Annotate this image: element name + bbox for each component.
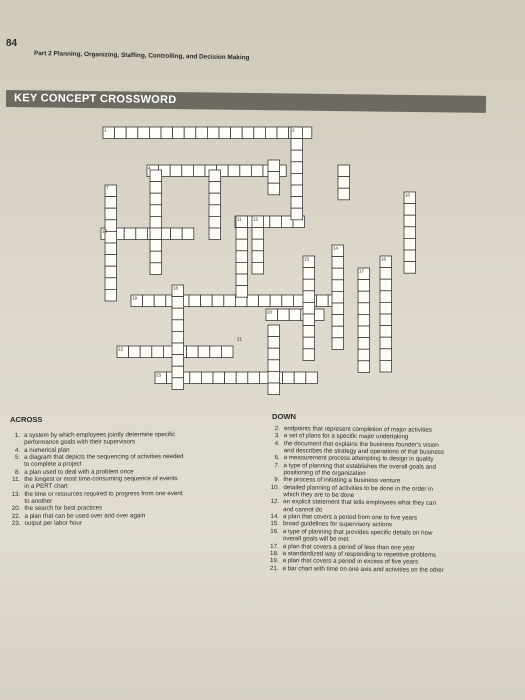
grid-cell[interactable]: [252, 262, 264, 274]
clue-number: 13.: [11, 490, 21, 498]
grid-clue-number: 17: [359, 268, 365, 274]
grid-cell[interactable]: [172, 320, 184, 332]
grid-cell[interactable]: [291, 139, 303, 151]
across-clue: [8, 519, 183, 527]
grid-cell[interactable]: [380, 326, 392, 338]
grid-cell[interactable]: [228, 165, 240, 177]
grid-cell[interactable]: [193, 165, 205, 177]
clue-number: 4.: [274, 439, 280, 447]
grid-cell[interactable]: [212, 295, 224, 307]
grid-cell[interactable]: [150, 170, 162, 182]
clue-text: a plan that covers a period of less than one year: [282, 542, 415, 552]
grid-cell[interactable]: [126, 127, 138, 139]
grid-cell[interactable]: [380, 268, 392, 280]
grid-cell[interactable]: [317, 295, 329, 307]
grid-cell[interactable]: [190, 372, 202, 384]
grid-cell[interactable]: [201, 295, 213, 307]
clue-number: 7.: [274, 461, 280, 469]
grid-cell[interactable]: [380, 337, 392, 349]
grid-cell[interactable]: [207, 127, 219, 139]
grid-cell[interactable]: [254, 127, 266, 139]
grid-cell[interactable]: [150, 228, 162, 240]
grid-cell[interactable]: [380, 302, 392, 314]
across-clue: [8, 453, 183, 461]
grid-cell[interactable]: [152, 346, 164, 358]
grid-cell[interactable]: [140, 346, 152, 358]
grid-cell[interactable]: [251, 165, 263, 177]
clue-text: detailed planning of activities to be done in the order in: [283, 483, 434, 493]
grid-cell[interactable]: [242, 127, 254, 139]
grid-cell[interactable]: [252, 251, 264, 263]
grid-cell[interactable]: [358, 349, 370, 361]
grid-cell[interactable]: [358, 361, 370, 373]
grid-cell[interactable]: [404, 250, 416, 262]
grid-cell[interactable]: [236, 286, 248, 298]
grid-cell[interactable]: [171, 228, 183, 240]
down-clue-list: [266, 425, 445, 574]
grid-cell[interactable]: [124, 228, 136, 240]
clue-number: 8.: [15, 468, 21, 476]
clue-continuation: to complete a project: [24, 460, 82, 469]
grid-cell[interactable]: [150, 251, 162, 263]
grid-cell[interactable]: [129, 346, 141, 358]
grid-cell[interactable]: [303, 302, 315, 314]
clue-text: a type of planning that provides specific details on how: [282, 527, 433, 537]
grid-cell[interactable]: [404, 262, 416, 274]
clue-text: a plan that covers a period from one to five years: [283, 513, 418, 522]
grid-cell[interactable]: [268, 383, 280, 395]
grid-cell[interactable]: [236, 372, 248, 384]
grid-cell[interactable]: [291, 173, 303, 185]
clue-number: 6.: [274, 454, 280, 462]
grid-cell[interactable]: [248, 372, 260, 384]
grid-cell[interactable]: [210, 346, 222, 358]
grid-cell[interactable]: [213, 372, 225, 384]
grid-cell[interactable]: [136, 228, 148, 240]
grid-cell[interactable]: [189, 295, 201, 307]
grid-cell[interactable]: [209, 216, 221, 228]
clue-text: the search for best practices: [24, 504, 103, 513]
grid-cell[interactable]: [358, 314, 370, 326]
grid-cell[interactable]: [294, 372, 306, 384]
grid-cell[interactable]: [105, 197, 117, 209]
clue-number: 20.: [11, 505, 21, 513]
grid-cell[interactable]: [303, 291, 315, 303]
grid-cell[interactable]: [209, 193, 221, 205]
grid-cell[interactable]: [105, 289, 117, 301]
grid-cell[interactable]: [278, 309, 290, 321]
grid-clue-number: 7: [106, 185, 109, 191]
grid-cell[interactable]: [291, 197, 303, 209]
clue-number: 1.: [14, 431, 21, 439]
clue-text: the process of initiating a business venture: [283, 476, 401, 485]
grid-cell[interactable]: [268, 360, 280, 372]
grid-cell[interactable]: [209, 170, 221, 182]
clue-text: a numerical plan: [24, 446, 70, 454]
clue-text: the time or resources required to progress from one event: [24, 489, 183, 498]
grid-cell[interactable]: [224, 295, 236, 307]
clue-continuation: to another: [24, 497, 53, 506]
grid-cell[interactable]: [196, 127, 208, 139]
grid-cell[interactable]: [358, 326, 370, 338]
grid-cell[interactable]: [268, 371, 280, 383]
grid-cell[interactable]: [303, 326, 315, 338]
grid-cell[interactable]: [380, 314, 392, 326]
grid-cell[interactable]: [270, 216, 282, 228]
grid-cell[interactable]: [338, 188, 350, 200]
grid-clue-number: 2: [292, 127, 295, 133]
grid-cell[interactable]: [332, 338, 344, 350]
clue-number: 14.: [270, 513, 280, 521]
clue-text: output per labor hour: [24, 519, 82, 528]
clue-number: 10.: [270, 483, 280, 491]
chapter-title: Part 2 Planning, Organizing, Staffing, Controlling, and Decision Making: [33, 50, 250, 62]
grid-clue-number: 10: [405, 192, 411, 198]
clue-number: 9.: [274, 476, 280, 484]
clue-text: a plan used to deal with a problem once: [24, 468, 134, 476]
grid-cell[interactable]: [332, 280, 344, 292]
grid-cell[interactable]: [105, 266, 117, 278]
grid-cell[interactable]: [268, 348, 280, 360]
grid-clue-number: 20: [267, 309, 273, 315]
grid-cell[interactable]: [303, 268, 315, 280]
grid-cell[interactable]: [303, 349, 315, 361]
grid-cell[interactable]: [115, 127, 127, 139]
clue-text: a measurement process attempting to design in quality: [283, 454, 434, 464]
grid-cell[interactable]: [252, 239, 264, 251]
grid-cell[interactable]: [150, 263, 162, 275]
clue-text: endpoints that represent completion of major activities: [283, 425, 432, 434]
clue-number: 22.: [11, 512, 21, 520]
clue-text: a set of plans for a specific major undertaking: [283, 432, 409, 441]
grid-cell[interactable]: [332, 303, 344, 315]
grid-cell[interactable]: [404, 227, 416, 239]
grid-clue-number: 22: [118, 346, 124, 352]
grid-cell[interactable]: [303, 314, 315, 326]
across-clue-list: [8, 431, 184, 527]
clue-continuation: and cannot do: [283, 505, 323, 514]
grid-cell[interactable]: [338, 177, 350, 189]
clue-text: a type of planning that establishes the overall goals and: [283, 461, 436, 471]
grid-cell[interactable]: [236, 262, 248, 274]
grid-cell[interactable]: [240, 165, 252, 177]
grid-cell[interactable]: [150, 205, 162, 217]
grid-cell[interactable]: [231, 127, 243, 139]
clue-continuation: and describes the strategy and operations of that business: [283, 447, 445, 456]
grid-cell[interactable]: [236, 228, 248, 240]
clue-number: 21.: [269, 564, 279, 572]
grid-clue-number: 1: [104, 127, 107, 133]
clue-number: 5.: [14, 453, 21, 461]
grid-cell[interactable]: [219, 127, 231, 139]
grid-cell[interactable]: [332, 291, 344, 303]
clue-continuation: overall goals will be met: [282, 535, 349, 544]
grid-cell[interactable]: [138, 127, 150, 139]
grid-cell[interactable]: [172, 355, 184, 367]
grid-clue-number: 21: [237, 336, 243, 342]
grid-cell[interactable]: [283, 372, 295, 384]
grid-cell[interactable]: [172, 297, 184, 309]
across-heading: ACROSS: [10, 415, 43, 424]
grid-cell[interactable]: [170, 165, 182, 177]
clue-text: a plan that can be used over and over again: [24, 512, 146, 520]
clue-number: 18.: [270, 549, 279, 557]
clue-text: a plan that covers a period in excess of five years: [282, 557, 419, 566]
grid-cell[interactable]: [404, 215, 416, 227]
grid-cell[interactable]: [358, 303, 370, 315]
clue-text: the longest or most time-consuming sequence of events: [24, 475, 178, 483]
grid-cell[interactable]: [209, 182, 221, 194]
grid-cell[interactable]: [172, 308, 184, 320]
across-clue: [8, 431, 183, 439]
grid-cell[interactable]: [172, 366, 184, 378]
grid-cell[interactable]: [268, 337, 280, 349]
grid-cell[interactable]: [303, 337, 315, 349]
grid-cell[interactable]: [236, 239, 248, 251]
grid-cell[interactable]: [221, 346, 233, 358]
grid-cell[interactable]: [236, 251, 248, 263]
grid-cell[interactable]: [105, 243, 117, 255]
grid-cell[interactable]: [150, 193, 162, 205]
grid-cell[interactable]: [358, 280, 370, 292]
grid-cell[interactable]: [380, 279, 392, 291]
grid-cell[interactable]: [404, 238, 416, 250]
clue-number: 19.: [269, 557, 279, 565]
clue-continuation: performance goals with their supervisors: [24, 438, 136, 447]
clue-text: a system by which employees jointly determine specific: [23, 431, 176, 439]
grid-cell[interactable]: [380, 360, 392, 372]
grid-cell[interactable]: [338, 165, 350, 177]
grid-cell[interactable]: [209, 228, 221, 240]
grid-cell[interactable]: [161, 127, 173, 139]
grid-cell[interactable]: [187, 346, 199, 358]
grid-cell[interactable]: [150, 182, 162, 194]
grid-cell[interactable]: [252, 228, 264, 240]
grid-cell[interactable]: [291, 208, 303, 220]
clue-number: 11.: [12, 475, 21, 484]
grid-clue-number: 18: [173, 285, 179, 291]
grid-cell[interactable]: [259, 295, 271, 307]
across-clue: [8, 475, 183, 483]
grid-cell[interactable]: [105, 255, 117, 267]
clue-text: a standardized way of responding to repetitive problems: [282, 550, 437, 559]
grid-clue-number: 16: [381, 256, 387, 262]
grid-cell[interactable]: [332, 257, 344, 269]
page-number: 84: [6, 38, 18, 49]
grid-cell[interactable]: [209, 205, 221, 217]
grid-clue-number: 14: [333, 245, 339, 251]
down-heading: DOWN: [272, 412, 297, 421]
grid-cell[interactable]: [247, 295, 259, 307]
clue-continuation: positioning of the organization: [283, 469, 366, 478]
grid-cell[interactable]: [332, 268, 344, 280]
grid-cell[interactable]: [282, 295, 294, 307]
grid-cell[interactable]: [291, 162, 303, 174]
grid-cell[interactable]: [198, 346, 210, 358]
grid-clue-number: 19: [132, 295, 138, 301]
grid-cell[interactable]: [154, 295, 166, 307]
grid-clue-number: 13: [102, 228, 108, 234]
grid-cell[interactable]: [236, 274, 248, 286]
grid-clue-number: 12: [253, 216, 259, 222]
clue-number: 2.: [274, 425, 280, 433]
grid-cell[interactable]: [150, 240, 162, 252]
clue-text: an explicit statement that tells employees what they can: [283, 498, 436, 508]
grid-cell[interactable]: [172, 331, 184, 343]
clue-number: 4.: [14, 446, 21, 454]
grid-cell[interactable]: [201, 372, 213, 384]
grid-cell[interactable]: [289, 309, 301, 321]
clue-number: 12.: [270, 498, 280, 506]
grid-clue-number: 11: [237, 216, 242, 222]
grid-cell[interactable]: [173, 127, 185, 139]
grid-cell[interactable]: [105, 278, 117, 290]
grid-cell[interactable]: [332, 315, 344, 327]
grid-cell[interactable]: [268, 325, 280, 337]
grid-cell[interactable]: [380, 349, 392, 361]
grid-cell[interactable]: [172, 343, 184, 355]
grid-cell[interactable]: [268, 160, 280, 172]
grid-cell[interactable]: [332, 326, 344, 338]
grid-cell[interactable]: [303, 279, 315, 291]
grid-clue-number: 15: [304, 256, 310, 262]
grid-cell[interactable]: [184, 127, 196, 139]
grid-cell[interactable]: [270, 295, 282, 307]
grid-clue-number: 23: [156, 372, 162, 378]
clue-continuation: in a PERT chart: [24, 483, 68, 491]
clue-number: 15.: [270, 520, 279, 528]
grid-cell[interactable]: [105, 208, 117, 220]
clue-continuation: which they are to be done: [283, 491, 355, 499]
grid-cell[interactable]: [225, 372, 237, 384]
clue-number: 3.: [274, 432, 280, 440]
grid-cell[interactable]: [149, 127, 161, 139]
clue-number: 17.: [270, 542, 279, 550]
grid-cell[interactable]: [291, 185, 303, 197]
clue-text: a diagram that depicts the sequencing of activities needed: [24, 453, 184, 461]
clue-text: broad guidelines for supervisory actions: [282, 520, 393, 529]
grid-cell[interactable]: [268, 183, 280, 195]
grid-cell[interactable]: [277, 127, 289, 139]
grid-cell[interactable]: [291, 150, 303, 162]
clue-text: the document that explains the business founder's vision: [283, 439, 439, 449]
grid-cell[interactable]: [358, 338, 370, 350]
across-clue: [8, 490, 183, 498]
clue-text: a bar chart with time on one axis and activities on the other: [282, 564, 444, 574]
grid-cell[interactable]: [380, 291, 392, 303]
clue-number: 23.: [11, 520, 21, 528]
grid-cell[interactable]: [268, 172, 280, 184]
grid-cell[interactable]: [358, 291, 370, 303]
grid-cell[interactable]: [265, 127, 277, 139]
clue-number: 16.: [270, 527, 279, 535]
grid-clue-number: 4: [148, 165, 151, 171]
grid-cell[interactable]: [306, 372, 318, 384]
crossword-title: KEY CONCEPT CROSSWORD: [13, 92, 177, 107]
grid-cell[interactable]: [143, 295, 155, 307]
grid-cell[interactable]: [182, 165, 194, 177]
grid-cell[interactable]: [150, 216, 162, 228]
grid-cell[interactable]: [182, 228, 194, 240]
grid-cell[interactable]: [404, 204, 416, 216]
grid-cell[interactable]: [172, 378, 184, 390]
